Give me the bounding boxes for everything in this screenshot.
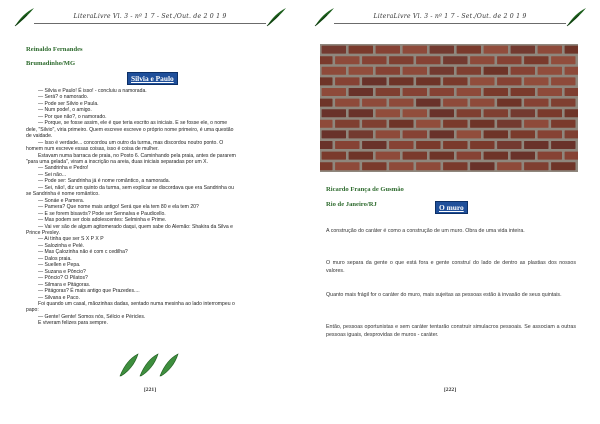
story-line: — Salozinha e Pelé. bbox=[38, 242, 85, 249]
page-header bbox=[310, 6, 590, 28]
story-line: homem num escreve essas coisas, isso é coisa de mulher. bbox=[26, 146, 159, 153]
story-line: — Por que não?, o namorado. bbox=[38, 113, 107, 120]
page-header bbox=[10, 6, 290, 28]
story-line: — Silmara e Pitágoras. bbox=[38, 281, 91, 288]
story-line: — Sei, não!, diz um quinto da turma, sem explicar se discordava que era Sandrinha ou bbox=[38, 184, 234, 191]
page-number: [221] bbox=[143, 387, 157, 393]
header-text: LiteraLivre Vl. 3 - nº 1 7 - Set./Out. de 2 0 1 9 bbox=[73, 13, 227, 20]
story-line: — Sonáe e Pamera. bbox=[38, 197, 85, 204]
paragraph: Então, pessoas oportunistas e sem caráter tentarão construir simulacros pessoais. Se associam a outras pessoas iguais, desprovidas de muros - caráter. bbox=[326, 324, 576, 339]
story-line: — Dalos praia. bbox=[38, 255, 72, 262]
story-line: E viveram felizes para sempre. bbox=[38, 320, 108, 327]
story-line: — Num pode!, o amigo. bbox=[38, 107, 92, 114]
story-line: se Sandrinha é nome romântico. bbox=[26, 191, 100, 198]
story-line: — Suzana e Pôncio? bbox=[38, 268, 86, 275]
story-line: — Ai tinha que ser S X P X P bbox=[38, 236, 104, 243]
story-line: de vaidade. bbox=[26, 133, 53, 140]
story-line: — E se forem bisavós? Pode ser Sennalva e Paudicello. bbox=[38, 210, 166, 217]
story-line: — Sei não... bbox=[38, 171, 67, 178]
quill-icon bbox=[264, 6, 288, 28]
paragraph: A construção do caráter é como a construção de um muro. Obra de uma vida inteira. bbox=[326, 228, 525, 234]
paragraph: Quanto mais frágil for o caráter do muro, mais sujeitas as pessoas estão à invasão de seus quintais. bbox=[326, 292, 562, 298]
author-place: Rio de Janeiro/RJ bbox=[326, 201, 377, 208]
story-line: — Pamera? Que nome mais antigo! Será que ela tem 80 e ela tem 20? bbox=[38, 204, 199, 211]
author-place: Brumadinho/MG bbox=[26, 60, 76, 67]
essay-title: O muro bbox=[435, 201, 468, 214]
brick-wall-photo bbox=[320, 44, 578, 172]
story-line: — Pitágoras? É mais antigo que Prazedes.... bbox=[38, 288, 140, 295]
story-text bbox=[26, 88, 276, 327]
story-line: Foi quando um casal, mãozinhas dadas, sentado numa mesinha ao lado interrompeu o bbox=[38, 300, 235, 307]
quill-icon bbox=[564, 6, 588, 28]
story-line: — Mas podem ser dois adolescentes: Selminha e Prime. bbox=[38, 217, 167, 224]
author-name: Reinaldo Fernandes bbox=[26, 46, 83, 53]
story-line: — Isso é verdade... concordou um outro da turma, mas discordou noutro ponto. O bbox=[38, 139, 224, 146]
story-line: — Suellen e Pepa. bbox=[38, 262, 81, 269]
story-line: — Gente! Gente! Somos nós, Sélcio e Péricles. bbox=[38, 313, 146, 320]
paragraph: O muro separa da gente o que está fora e gente construí do lado de dentro as plastias dos nossos valores. bbox=[326, 260, 576, 275]
story-line: Estavam numa barraca de praia, no Posto 6. Caminhando pela praia, antes de pararem bbox=[38, 152, 236, 159]
leaf-icon bbox=[118, 352, 180, 378]
story-line: "para uma gelada", viram a inscrição na areia, duas iniciais separadas por um X. bbox=[26, 158, 208, 165]
story-line: — Silvana e Paco. bbox=[38, 294, 80, 301]
story-line: — Pôncio? O Pilatos? bbox=[38, 275, 88, 282]
header-text: LiteraLivre Vl. 3 - nº 1 7 - Set./Out. de 2 0 1 9 bbox=[373, 13, 527, 20]
story-line: — Vai ver são de algum agitomerado daqui, quem sabe do Alemão: Shakira da Silva e bbox=[38, 223, 233, 230]
story-line: dele, "Silvio", viria primeiro. Quem escreve escreve o próprio nome primeiro, é uma questão bbox=[26, 126, 234, 133]
story-line: — Porque, se fosse assim, ele é que teria escrito as iniciais. E se fosse ele, o nome bbox=[38, 120, 228, 127]
author-name: Ricardo França de Gusmão bbox=[326, 186, 404, 193]
story-line: — Mas Çalozinha não é com c cedilha? bbox=[38, 249, 128, 256]
story-line: — Será? o namorado. bbox=[38, 94, 89, 101]
story-line: — Pode ser: Sandrinha já é nome romântico, a namorada. bbox=[38, 178, 170, 185]
story-title: Silvia e Paulo bbox=[127, 72, 178, 85]
story-line: — Pode ser Silvio e Paula. bbox=[38, 100, 99, 107]
story-line: — Sandrinha e Pedro! bbox=[38, 165, 89, 172]
story-line: Prince Presley. bbox=[26, 229, 60, 236]
story-line: papo: bbox=[26, 307, 39, 314]
story-line: — Silvia e Paulo! É isso! - concluiu a namorada. bbox=[38, 88, 147, 94]
page-number: [222] bbox=[443, 387, 457, 393]
